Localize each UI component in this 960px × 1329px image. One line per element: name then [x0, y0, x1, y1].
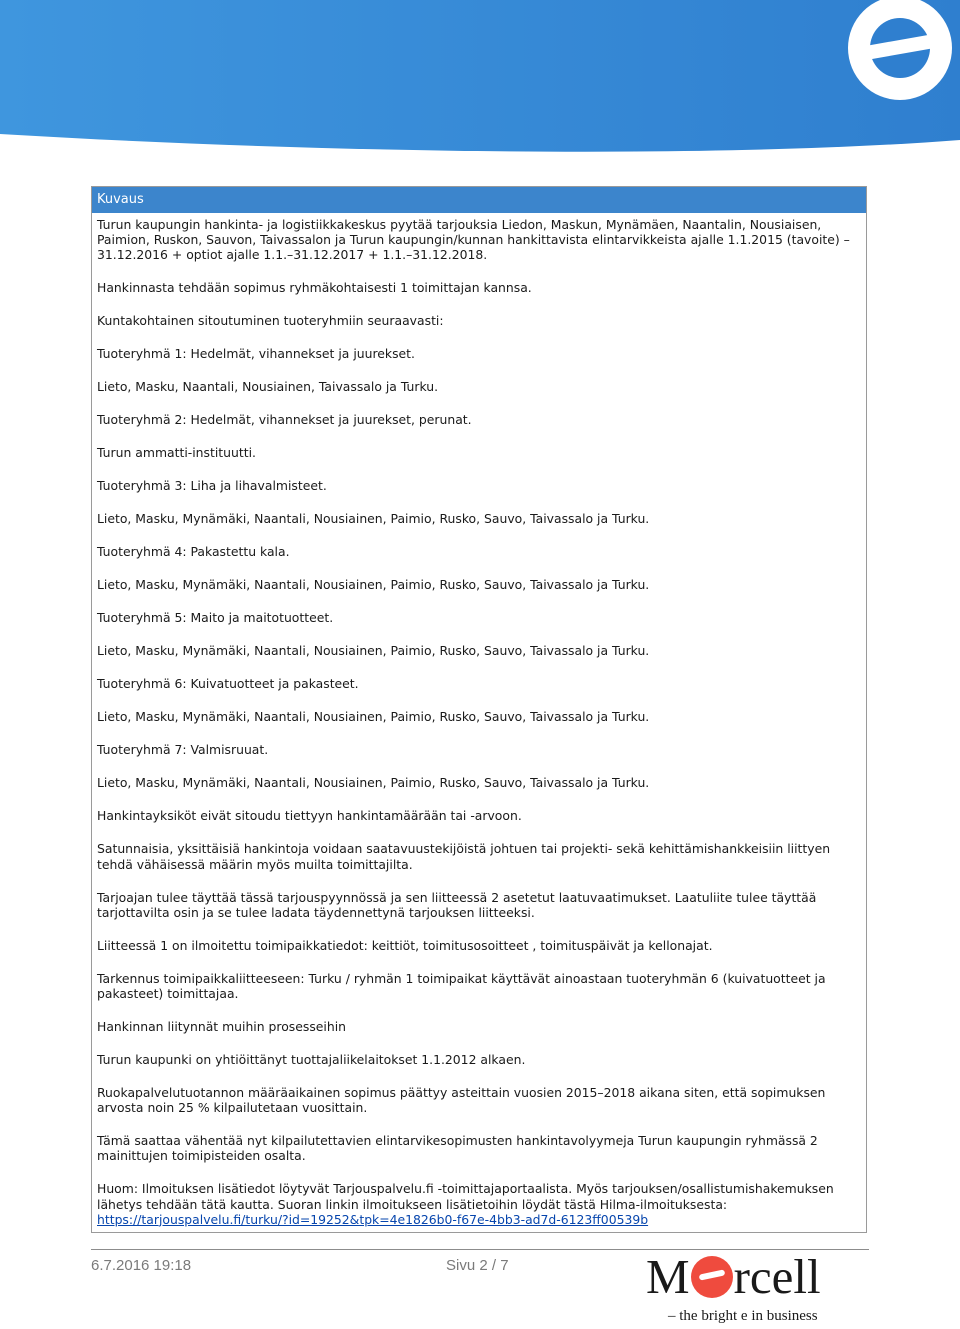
section-title: Kuvaus	[92, 187, 866, 213]
description-paragraph: Tarjoajan tulee täyttää tässä tarjouspyynnössä ja sen liitteessä 2 asetetut laatuvaatimukset. Laatuliite tulee täyttää tarjottavilta osin ja se tulee ladata täydennettynä tarjouksen liitteeksi.	[97, 889, 817, 920]
description-paragraph: Satunnaisia, yksittäisiä hankintoja voidaan saatavuustekijöistä johtuen tai projekti- sekä kehittämishankkeisiin liittyen tehdä vähäisessä määrin myös muilta toimittajilta.	[97, 841, 831, 872]
description-paragraph: Turun kaupunki on yhtiöittänyt tuottajaliikelaitokset 1.1.2012 alkaen.	[97, 1052, 526, 1068]
description-paragraph: Tuoteryhmä 2: Hedelmät, vihannekset ja juurekset, perunat.	[97, 412, 472, 428]
logo-e-icon	[848, 0, 952, 100]
description-paragraph: Lieto, Masku, Mynämäki, Naantali, Nousiainen, Paimio, Rusko, Sauvo, Taivassalo ja Turku.	[97, 511, 650, 527]
description-paragraph: Hankinnasta tehdään sopimus ryhmäkohtaisesti 1 toimittajan kannsa.	[97, 280, 532, 296]
description-paragraph: Lieto, Masku, Mynämäki, Naantali, Nousiainen, Paimio, Rusko, Sauvo, Taivassalo ja Turku.	[97, 775, 650, 791]
description-paragraph: Ruokapalvelutuotannon määräaikainen sopimus päättyy asteittain vuosien 2015–2018 aikana siten, että sopimuksen arvosta noin 25 % kilpailutetaan vuosittain.	[97, 1085, 826, 1116]
description-paragraph: Hankintayksiköt eivät sitoudu tiettyyn hankintamäärään tai -arvoon.	[97, 808, 522, 824]
description-paragraph: Turun ammatti-instituutti.	[97, 445, 256, 461]
description-paragraph: Tuoteryhmä 7: Valmisruuat.	[97, 742, 269, 758]
logo-wordmark	[646, 1248, 821, 1305]
logo-tagline: – the bright e in business	[668, 1308, 818, 1324]
logo-e-icon	[691, 1256, 733, 1298]
description-paragraph: Lieto, Masku, Mynämäki, Naantali, Nousiainen, Paimio, Rusko, Sauvo, Taivassalo ja Turku.	[97, 577, 650, 593]
description-paragraph: Tuoteryhmä 6: Kuivatuotteet ja pakasteet.	[97, 676, 359, 692]
mercell-logo	[640, 1249, 870, 1328]
final-paragraph	[97, 1181, 861, 1227]
description-body	[92, 213, 866, 1227]
description-paragraph: Lieto, Masku, Mynämäki, Naantali, Nousiainen, Paimio, Rusko, Sauvo, Taivassalo ja Turku.	[97, 709, 650, 725]
description-paragraph: Tuoteryhmä 3: Liha ja lihavalmisteet.	[97, 478, 327, 494]
notice-text: Huom: Ilmoituksen lisätiedot löytyvät Tarjouspalvelu.fi -toimittajaportaalista. Myös tarjouksen/osallistumishakemuksen lähetys tehdään tätä kautta. Suoran linkin ilmoitukseen lisätietoihin löydät tästä Hilma-ilmoituksesta:	[97, 1181, 834, 1212]
page-number: Sivu 2 / 7	[446, 1257, 509, 1274]
top-banner	[0, 0, 960, 160]
description-paragraph: Lieto, Masku, Mynämäki, Naantali, Nousiainen, Paimio, Rusko, Sauvo, Taivassalo ja Turku.	[97, 643, 650, 659]
description-paragraph: Tuoteryhmä 1: Hedelmät, vihannekset ja juurekset.	[97, 346, 415, 362]
description-paragraph: Turun kaupungin hankinta- ja logistiikkakeskus pyytää tarjouksia Liedon, Maskun, Mynämäen, Naantalin, Nousiaisen, Paimion, Ruskon, Sauvon, Taivassalon ja Turun kaupungin/kunnan hankittavista elintarvikkeista ajalle 1.1.2015 (tavoite) – 31.12.2016 + optiot ajalle 1.1.–31.12.2017 + 1.1.–31.12.2018.	[97, 217, 850, 263]
banner-graphic	[0, 0, 960, 160]
logo-word-end: rcell	[733, 1249, 821, 1304]
description-paragraph: Tämä saattaa vähentää nyt kilpailutettavien elintarvikesopimusten hankintavolyymeja Turun kaupungin ryhmässä 2 mainittujen toimipisteiden osalta.	[97, 1133, 818, 1164]
description-paragraph: Liitteessä 1 on ilmoitettu toimipaikkatiedot: keittiöt, toimitusosoitteet , toimituspäivät ja kellonajat.	[97, 937, 713, 953]
logo-word-start: M	[646, 1249, 690, 1304]
description-paragraph: Hankinnan liitynnät muihin prosesseihin	[97, 1019, 347, 1035]
description-paragraph: Kuntakohtainen sitoutuminen tuoteryhmiin seuraavasti:	[97, 313, 444, 329]
description-paragraph: Tuoteryhmä 4: Pakastettu kala.	[97, 544, 290, 560]
tarjouspalvelu-link[interactable]: https://tarjouspalvelu.fi/turku/?id=19252&tpk=4e1826b0-f67e-4bb3-ad7d-6123ff00539b	[97, 1211, 649, 1227]
description-paragraph: Tuoteryhmä 5: Maito ja maitotuotteet.	[97, 610, 334, 626]
description-paragraph: Tarkennus toimipaikkaliitteeseen: Turku / ryhmän 1 toimipaikat käyttävät ainoastaan tuoteryhmän 6 (kuivatuotteet ja pakasteet) toimittajaa.	[97, 970, 826, 1002]
footer-date: 6.7.2016 19:18	[91, 1257, 192, 1274]
description-paragraph: Lieto, Masku, Naantali, Nousiainen, Taivassalo ja Turku.	[97, 379, 439, 395]
description-panel	[91, 186, 867, 1233]
